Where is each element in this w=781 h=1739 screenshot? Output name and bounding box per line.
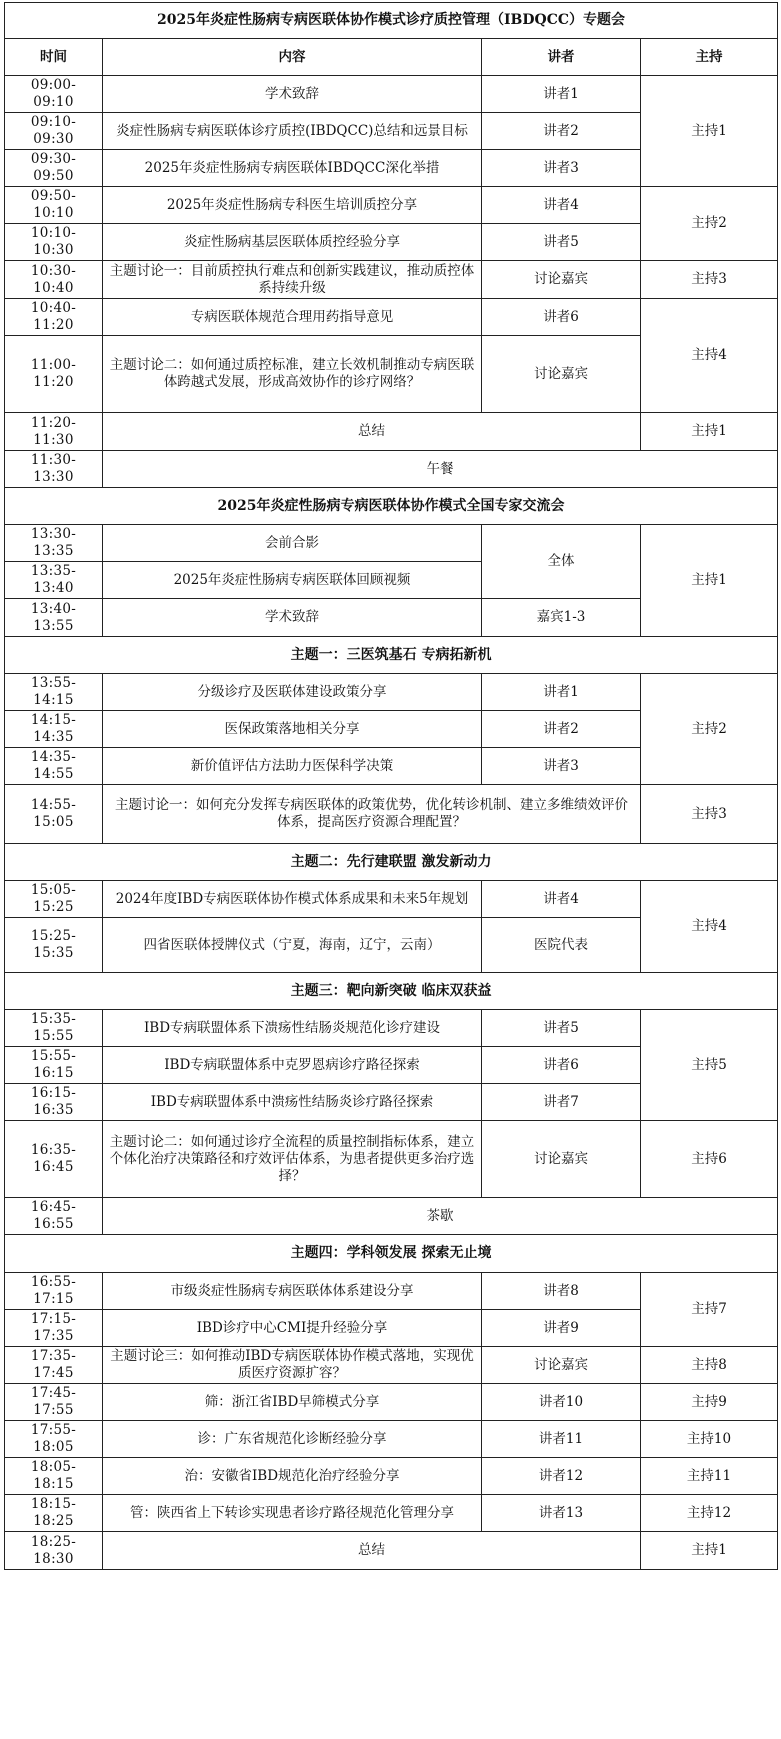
content-cell: 学术致辞 [103,76,482,113]
header-content: 内容 [103,39,482,76]
content-cell: 医保政策落地相关分享 [103,711,482,748]
host-cell: 主持3 [641,261,778,299]
time-cell: 18:25-18:30 [5,1532,103,1570]
table-row [5,1347,778,1384]
content-cell: IBD专病联盟体系下溃疡性结肠炎规范化诊疗建设 [103,1010,482,1047]
speaker-cell: 讲者2 [482,113,641,150]
speaker-cell: 讲者3 [482,748,641,785]
content-cell: 会前合影 [103,525,482,562]
host-cell: 主持7 [641,1273,778,1347]
table-row [5,1532,778,1570]
host-cell: 主持10 [641,1421,778,1458]
agenda-table [4,2,778,1570]
content-cell: 主题讨论二：如何通过质控标准，建立长效机制推动专病医联体跨越式发展，形成高效协作的诊疗网络？ [103,336,482,413]
speaker-cell: 讲者13 [482,1495,641,1532]
speaker-cell: 讨论嘉宾 [482,336,641,413]
content-cell: 总结 [103,1532,641,1570]
session-title-row [5,3,778,39]
host-cell: 主持5 [641,1010,778,1121]
speaker-cell: 讲者6 [482,1047,641,1084]
time-cell: 11:20-11:30 [5,413,103,451]
content-cell: 2025年炎症性肠病专科医生培训质控分享 [103,187,482,224]
content-cell: 主题讨论二：如何通过诊疗全流程的质量控制指标体系，建立个体化治疗决策路径和疗效评估体系，为患者提供更多治疗选择？ [103,1121,482,1198]
table-row [5,1421,778,1458]
speaker-cell: 讨论嘉宾 [482,261,641,299]
content-cell: 炎症性肠病专病医联体诊疗质控(IBDQCC)总结和远景目标 [103,113,482,150]
table-row [5,1121,778,1198]
time-cell: 17:35-17:45 [5,1347,103,1384]
time-cell: 16:15-16:35 [5,1084,103,1121]
time-cell: 17:45-17:55 [5,1384,103,1421]
host-cell: 主持12 [641,1495,778,1532]
time-cell: 16:45-16:55 [5,1198,103,1235]
table-row [5,187,778,224]
speaker-cell: 医院代表 [482,918,641,973]
host-cell: 主持1 [641,76,778,187]
theme-title-row [5,1235,778,1273]
table-row [5,1458,778,1495]
host-cell: 主持1 [641,525,778,637]
content-cell: 主题讨论三：如何推动IBD专病医联体协作模式落地，实现优质医疗资源扩容？ [103,1347,482,1384]
time-cell: 13:55-14:15 [5,674,103,711]
table-row [5,261,778,299]
speaker-cell: 讲者5 [482,224,641,261]
theme1-title: 主题一：三医筑基石 专病拓新机 [5,637,778,674]
content-cell: 诊：广东省规范化诊断经验分享 [103,1421,482,1458]
host-cell: 主持2 [641,187,778,261]
session1-title: 2025年炎症性肠病专病医联体协作模式诊疗质控管理（IBDQCC）专题会 [5,3,778,39]
session-title-row [5,488,778,525]
content-cell: 治：安徽省IBD规范化治疗经验分享 [103,1458,482,1495]
time-cell: 10:30-10:40 [5,261,103,299]
content-cell: 管：陕西省上下转诊实现患者诊疗路径规范化管理分享 [103,1495,482,1532]
header-host: 主持 [641,39,778,76]
session2-title: 2025年炎症性肠病专病医联体协作模式全国专家交流会 [5,488,778,525]
speaker-cell: 讲者12 [482,1458,641,1495]
time-cell: 11:00-11:20 [5,336,103,413]
speaker-cell: 讲者4 [482,881,641,918]
time-cell: 09:00-09:10 [5,76,103,113]
speaker-cell: 讲者1 [482,76,641,113]
table-row [5,1010,778,1047]
content-cell: 新价值评估方法助力医保科学决策 [103,748,482,785]
time-cell: 11:30-13:30 [5,451,103,488]
speaker-cell: 全体 [482,525,641,599]
host-cell: 主持1 [641,413,778,451]
table-row [5,1495,778,1532]
time-cell: 14:15-14:35 [5,711,103,748]
speaker-cell: 讲者1 [482,674,641,711]
time-cell: 14:35-14:55 [5,748,103,785]
host-cell: 主持4 [641,299,778,413]
time-cell: 10:40-11:20 [5,299,103,336]
header-speaker: 讲者 [482,39,641,76]
time-cell: 15:35-15:55 [5,1010,103,1047]
theme3-title: 主题三：靶向新突破 临床双获益 [5,973,778,1010]
speaker-cell: 讲者8 [482,1273,641,1310]
time-cell: 15:05-15:25 [5,881,103,918]
table-row [5,299,778,336]
speaker-cell: 讲者4 [482,187,641,224]
content-cell: 2025年炎症性肠病专病医联体IBDQCC深化举措 [103,150,482,187]
table-row [5,76,778,113]
speaker-cell: 讲者3 [482,150,641,187]
time-cell: 13:30-13:35 [5,525,103,562]
time-cell: 14:55-15:05 [5,785,103,844]
table-row [5,413,778,451]
host-cell: 主持1 [641,1532,778,1570]
speaker-cell: 讲者7 [482,1084,641,1121]
theme-title-row [5,637,778,674]
time-cell: 15:25-15:35 [5,918,103,973]
content-cell: 主题讨论一：如何充分发挥专病医联体的政策优势，优化转诊机制、建立多维绩效评价体系，提高医疗资源合理配置？ [103,785,641,844]
time-cell: 18:15-18:25 [5,1495,103,1532]
table-row [5,451,778,488]
time-cell: 09:50-10:10 [5,187,103,224]
host-cell: 主持3 [641,785,778,844]
table-row [5,674,778,711]
time-cell: 16:35-16:45 [5,1121,103,1198]
time-cell: 18:05-18:15 [5,1458,103,1495]
host-cell: 主持9 [641,1384,778,1421]
content-cell: 2025年炎症性肠病专病医联体回顾视频 [103,562,482,599]
table-row [5,1384,778,1421]
content-cell: 四省医联体授牌仪式（宁夏，海南，辽宁，云南） [103,918,482,973]
host-cell: 主持4 [641,881,778,973]
time-cell: 16:55-17:15 [5,1273,103,1310]
content-cell: 2024年度IBD专病医联体协作模式体系成果和未来5年规划 [103,881,482,918]
time-cell: 15:55-16:15 [5,1047,103,1084]
table-row [5,525,778,562]
host-cell: 主持11 [641,1458,778,1495]
table-row [5,881,778,918]
content-cell: 学术致辞 [103,599,482,637]
content-cell: 专病医联体规范合理用药指导意见 [103,299,482,336]
header-row [5,39,778,76]
host-cell: 主持6 [641,1121,778,1198]
speaker-cell: 讲者5 [482,1010,641,1047]
theme-title-row [5,973,778,1010]
speaker-cell: 讲者2 [482,711,641,748]
time-cell: 13:35-13:40 [5,562,103,599]
time-cell: 10:10-10:30 [5,224,103,261]
host-cell: 主持8 [641,1347,778,1384]
content-cell: 炎症性肠病基层医联体质控经验分享 [103,224,482,261]
speaker-cell: 讲者9 [482,1310,641,1347]
host-cell: 主持2 [641,674,778,785]
time-cell: 13:40-13:55 [5,599,103,637]
content-cell: 午餐 [103,451,778,488]
content-cell: 分级诊疗及医联体建设政策分享 [103,674,482,711]
time-cell: 09:30-09:50 [5,150,103,187]
speaker-cell: 讨论嘉宾 [482,1121,641,1198]
content-cell: IBD诊疗中心CMI提升经验分享 [103,1310,482,1347]
table-row [5,785,778,844]
content-cell: 筛：浙江省IBD早筛模式分享 [103,1384,482,1421]
theme4-title: 主题四：学科领发展 探索无止境 [5,1235,778,1273]
content-cell: 茶歇 [103,1198,778,1235]
table-row [5,1273,778,1310]
speaker-cell: 讲者6 [482,299,641,336]
content-cell: 总结 [103,413,641,451]
speaker-cell: 讲者10 [482,1384,641,1421]
time-cell: 17:15-17:35 [5,1310,103,1347]
content-cell: IBD专病联盟体系中溃疡性结肠炎诊疗路径探索 [103,1084,482,1121]
content-cell: 市级炎症性肠病专病医联体体系建设分享 [103,1273,482,1310]
time-cell: 09:10-09:30 [5,113,103,150]
content-cell: 主题讨论一：目前质控执行难点和创新实践建议，推动质控体系持续升级 [103,261,482,299]
theme-title-row [5,844,778,881]
table-row [5,1198,778,1235]
theme2-title: 主题二：先行建联盟 激发新动力 [5,844,778,881]
speaker-cell: 嘉宾1-3 [482,599,641,637]
speaker-cell: 讨论嘉宾 [482,1347,641,1384]
speaker-cell: 讲者11 [482,1421,641,1458]
header-time: 时间 [5,39,103,76]
time-cell: 17:55-18:05 [5,1421,103,1458]
content-cell: IBD专病联盟体系中克罗恩病诊疗路径探索 [103,1047,482,1084]
